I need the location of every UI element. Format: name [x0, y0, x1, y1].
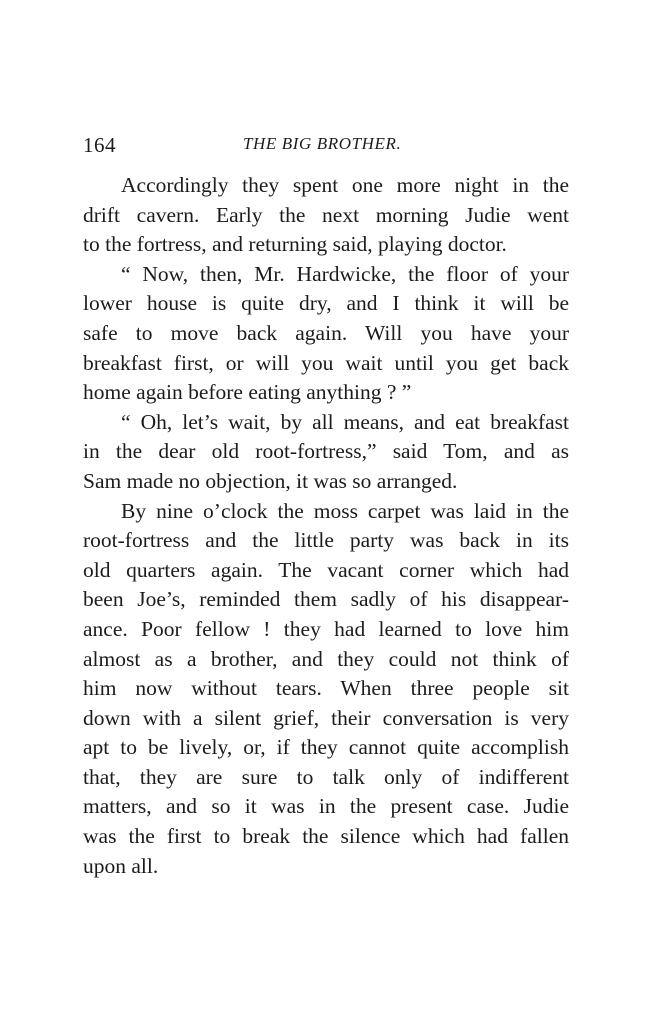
page-number: 164 [83, 133, 116, 157]
running-head [83, 133, 569, 159]
text-line: “ Oh, let’s wait, by all means, and eat breakfast [121, 409, 569, 434]
text-line: was the first to break the silence which had fallen [83, 824, 569, 849]
text-line: upon all. [83, 853, 159, 878]
text-line: him now without tears. When three people sit [83, 676, 569, 701]
text-line: ance. Poor fellow ! they had learned to love him [83, 616, 569, 641]
body-text [83, 171, 569, 881]
text-line: that, they are sure to talk only of indifferent [83, 764, 569, 789]
text-line: By nine o’clock the moss carpet was laid in the [121, 498, 569, 523]
text-line: drift cavern. Early the next morning Judie went [83, 202, 569, 227]
text-line: home again before eating anything ? ” [83, 380, 412, 405]
text-line: lower house is quite dry, and I think it will be [83, 291, 569, 316]
text-line: Accordingly they spent one more night in the [121, 173, 569, 197]
text-line: to the fortress, and returning said, playing doctor. [83, 232, 507, 257]
text-line: old quarters again. The vacant corner which had [83, 557, 569, 582]
running-title: THE BIG BROTHER. [243, 134, 402, 153]
text-line: in the dear old root-fortress,” said Tom, and as [83, 439, 569, 464]
text-line: down with a silent grief, their conversation is very [83, 705, 569, 730]
text-line: “ Now, then, Mr. Hardwicke, the floor of your [121, 261, 569, 286]
text-line: root-fortress and the little party was back in its [83, 528, 569, 553]
text-line: apt to be lively, or, if they cannot quite accomplish [83, 735, 569, 760]
text-line: Sam made no objection, it was so arranged. [83, 468, 458, 493]
text-line: breakfast first, or will you wait until you get back [83, 350, 569, 375]
text-line: been Joe’s, reminded them sadly of his disappear- [83, 587, 569, 612]
text-line: almost as a brother, and they could not think of [83, 646, 569, 671]
text-line: matters, and so it was in the present case. Judie [83, 794, 569, 819]
text-line: safe to move back again. Will you have your [83, 320, 569, 345]
